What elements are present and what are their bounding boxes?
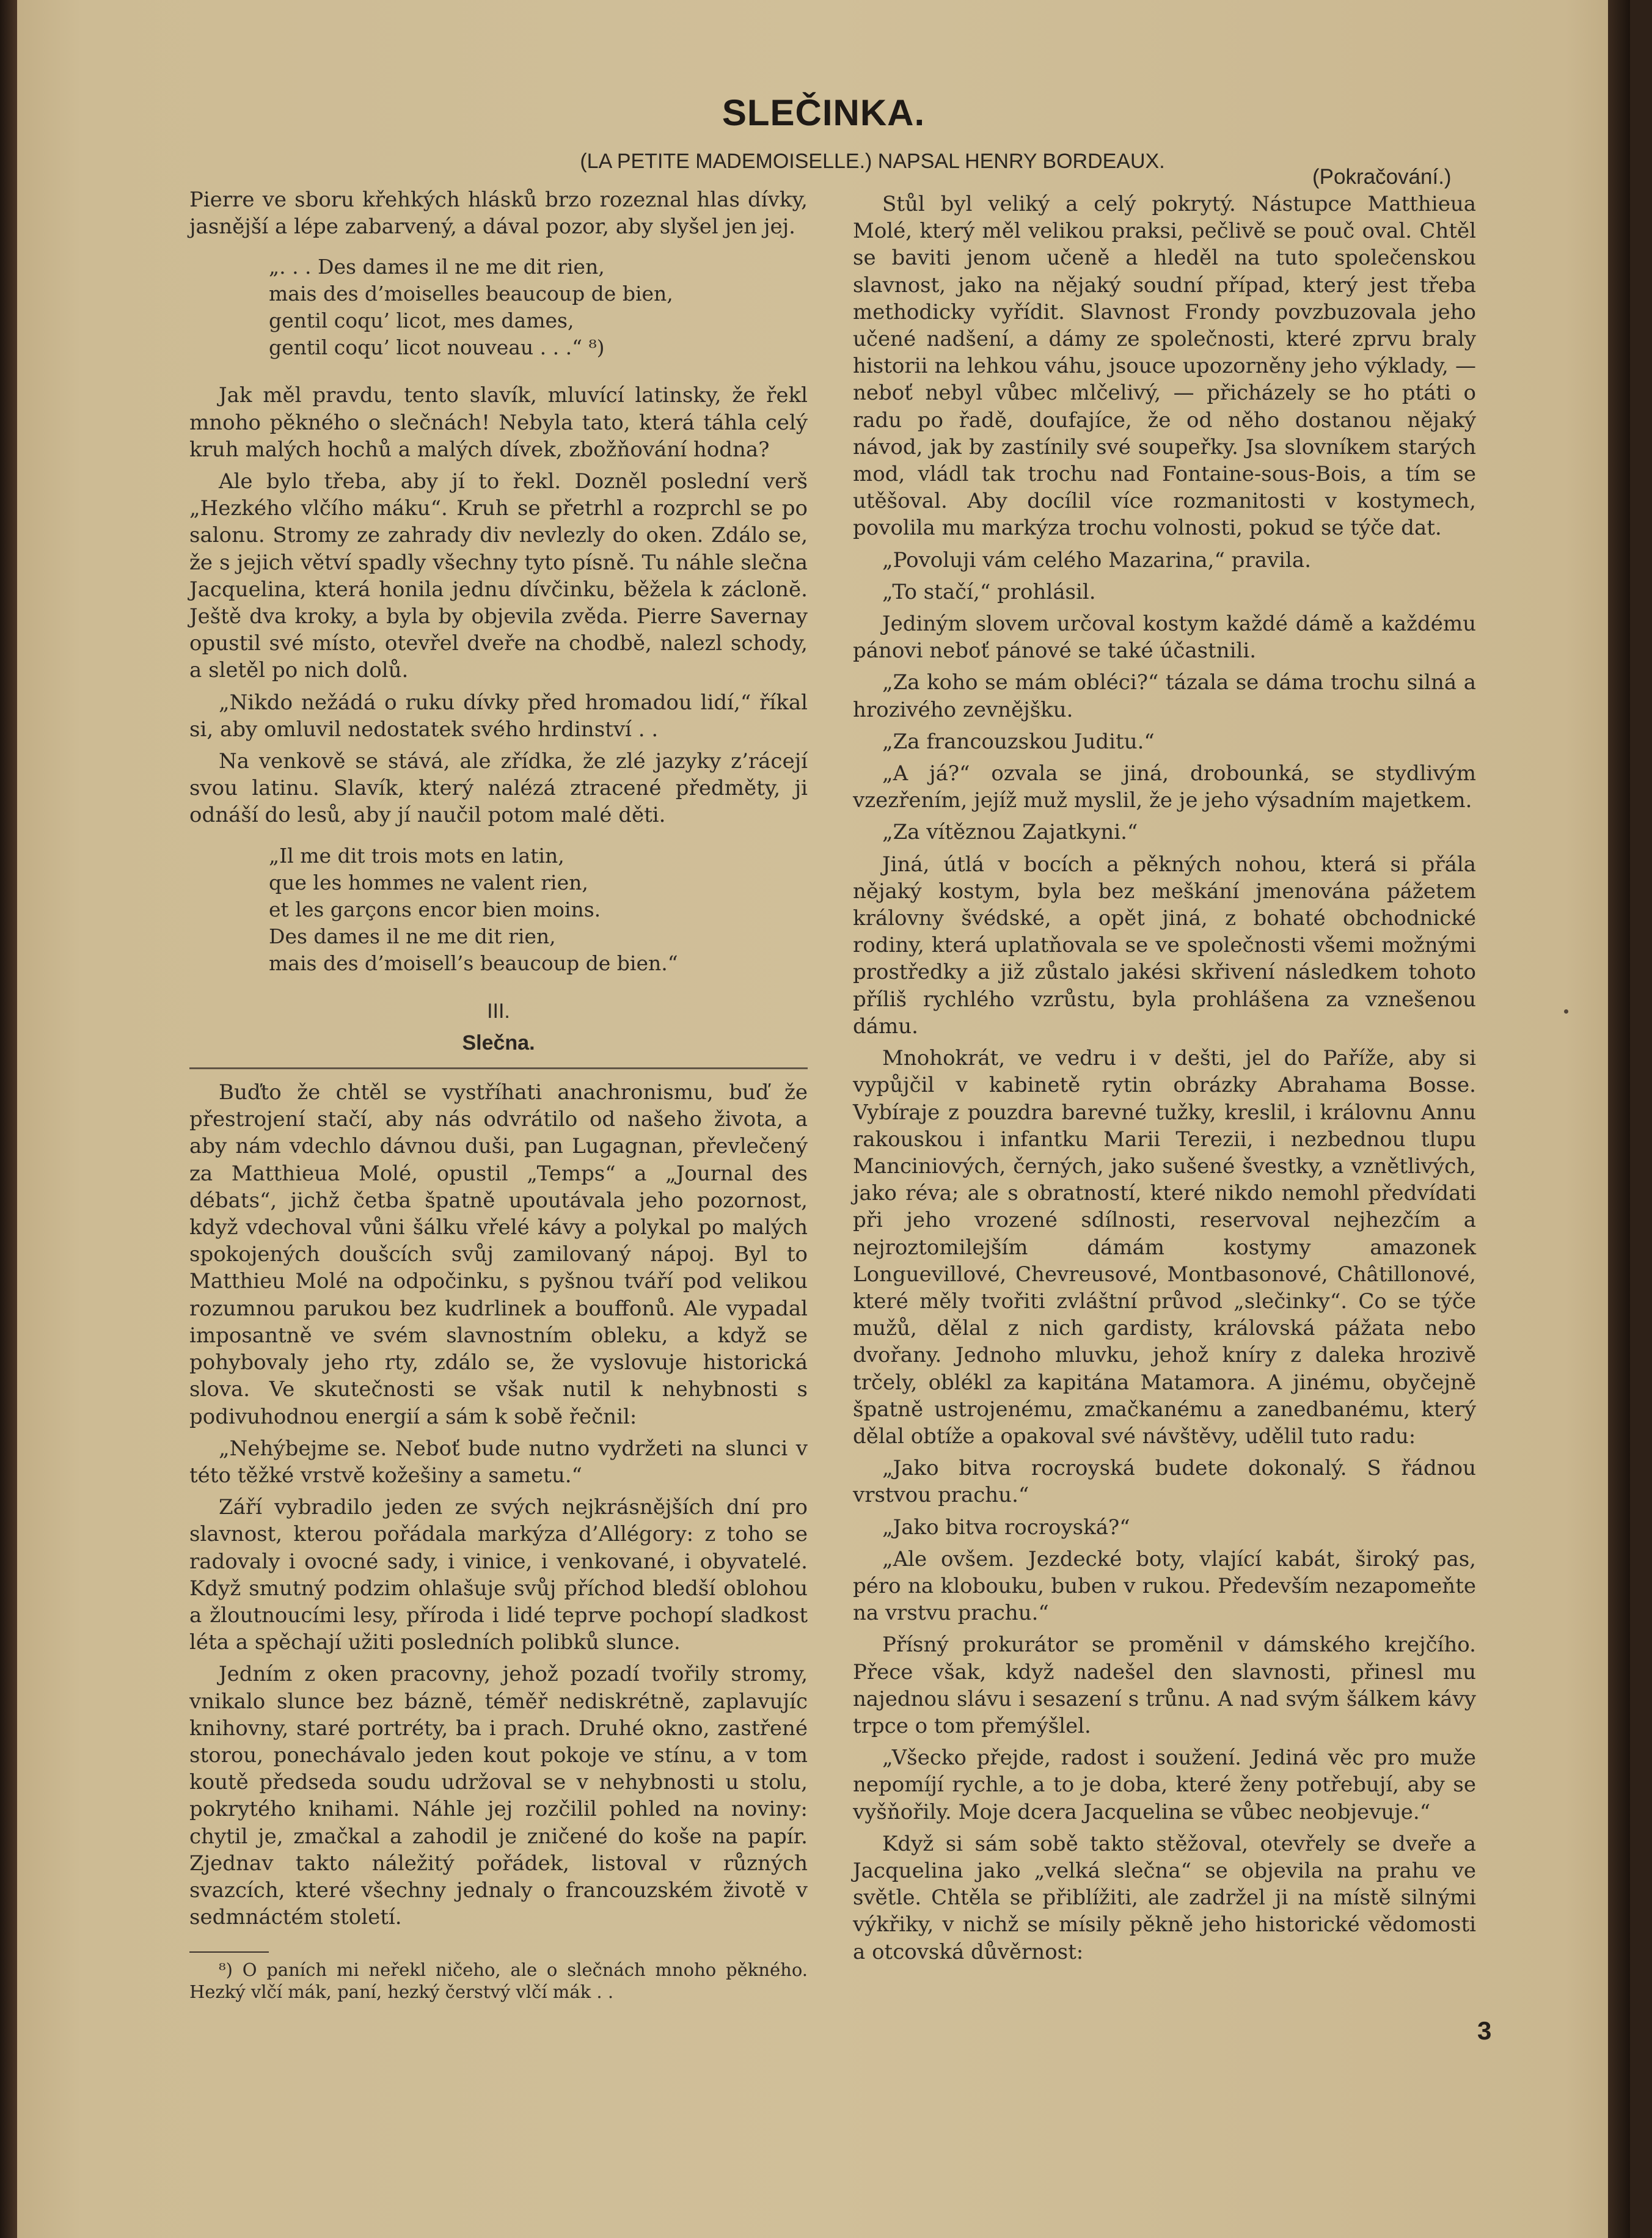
ink-speck xyxy=(1564,1009,1568,1014)
right-column xyxy=(853,191,1476,1970)
footnote: ⁸) O paních mi neřekl ničeho, ale o slečnách mnoho pěkného. Hezký vlčí mák, paní, hezký čerstvý vlčí mák . . xyxy=(189,1959,808,2003)
paragraph: „Za koho se mám obléci?“ tázala se dáma trochu silná a hrozivého zevnějšku. xyxy=(853,670,1476,722)
page xyxy=(17,0,1630,2238)
page-edge-shadow xyxy=(1608,0,1630,2238)
verse-line: et les garçons encor bien moins. xyxy=(269,897,601,921)
article-title: SLEČINKA. xyxy=(722,92,926,133)
verse-line: gentil coqu’ licot, mes dames, xyxy=(269,309,574,333)
footnote-divider xyxy=(189,1951,269,1953)
paragraph: Přísný prokurátor se proměnil v dámského krejčího. Přece však, když nadešel den slavnosti, přinesl mu najednou slávu i sesazení s trůnu. A nad svým šálkem kávy trpce o tom přemýšlel. xyxy=(853,1633,1476,1738)
verse-line: „Il me dit trois mots en latin, xyxy=(269,843,565,868)
paragraph: Ale bylo třeba, aby jí to řekl. Dozněl poslední verš „Hezkého vlčího máku“. Kruh se přetrhl a rozprchl se po salonu. Stromy ze zahrady div nevlezly do oken. Zdálo se, že s jejich větví spadly všechny tyto písně. Tu náhle slečna Jacquelina, která honila jednu dívčinku, běžela k záclonĕ. Ještě dva kroky, a byla by objevila zvěda. Pierre Savernay opustil své místo, otevřel dveře na chodbě, nalezl schody, a sletěl po nich dolů. xyxy=(189,469,808,683)
verse-line: mais des d’moisell’s beaucoup de bien.“ xyxy=(269,951,678,975)
paragraph: Jedním z oken pracovny, jehož pozadí tvořily stromy, vnikalo slunce bez bázně, téměř nediskrétně, zaplavujíc knihovny, staré portréty, ba i prach. Druhé okno, zastřené storou, ponechávalo jeden kout pokoje ve stínu, a v tom koutě předseda soudu udržoval se v nehybnosti u stolu, pokrytého knihami. Náhle jej rozčilil pohled na noviny: chytil je, zmačkal a zahodil je zničené do koše na papír. Zjednav takto náležitý pořádek, listoval v různých svazcích, které všechny jednaly o francouzském životě v sedmnáctém století. xyxy=(189,1662,808,1930)
paragraph: „Za francouzskou Juditu.“ xyxy=(882,729,1155,754)
paragraph: „Za vítěznou Zajatkyni.“ xyxy=(882,820,1138,845)
paragraph: Na venkově se stává, ale zřídka, že zlé jazyky z’rácejí svou latinu. Slavík, který nalézá ztracené předměty, ji odnáší do lesů, aby jí naučil potom malé děti. xyxy=(189,749,808,828)
paragraph: Září vybradilo jeden ze svých nejkrásnějších dní pro slavnost, kterou pořádala markýza d’Allégory: z toho se radovaly i ovocné sady, i vinice, i venkované, i obyvatelé. Když smutný podzim ohlašuje svůj příchod bledší oblohou a žloutnoucími lesy, příroda i lidé teprve pochopí sladkost léta a spěchají užiti posledních polibků slunce. xyxy=(189,1495,808,1655)
article-subtitle: (LA PETITE MADEMOISELLE.) NAPSAL HENRY BORDEAUX. xyxy=(580,150,1165,173)
verse-line: mais des d’moiselles beaucoup de bien, xyxy=(269,282,673,306)
paragraph: „Nikdo nežádá o ruku dívky před hromadou lidí,“ říkal si, aby omluvil nedostatek svého hrdinství . . xyxy=(189,690,808,742)
verse-line: „. . . Des dames il ne me dit rien, xyxy=(269,255,605,279)
paragraph: „To stačí,“ prohlásil. xyxy=(882,579,1096,604)
paragraph: Jak měl pravdu, tento slavík, mluvící latinsky, že řekl mnoho pěkného o slečnách! Nebyla tato, která táhla celý kruh malých hochů a malých dívek, zbožňování hodna? xyxy=(189,383,808,462)
verse-line: que les hommes ne valent rien, xyxy=(269,870,588,894)
section-title: Slečna. xyxy=(462,1031,535,1055)
verse-line: Des dames il ne me dit rien, xyxy=(269,924,556,948)
paragraph: Buďto že chtěl se vystříhati anachronismu, buď že přestrojení stačí, aby nás odvrátilo od našeho života, a aby nám vdechlo dávnou duši, pan Lugagnan, převlečený za Matthieua Molé, opustil „Temps“ a „Journal des débats“, jichž četba špatně upoutávala jeho pozornost, když vdechoval vůni šálku vřelé kávy a polykal po malých spokojených doušcích svůj zamilovaný nápoj. Byl to Matthieu Molé na odpočinku, s pyšnou tváří pod velikou rozumnou parukou bez kudrlinek a bouffonů. Ale vypadal imposantně ve svém slavnostním obleku, a když se pohybovaly jeho rty, zdálo se, že vyslovuje historická slova. Ve skutečnosti se však nutil k nehybnosti s podivuhodnou energií a sám k sobě řečnil: xyxy=(189,1080,808,1429)
paragraph: „Povoluji vám celého Mazarina,“ pravila. xyxy=(882,547,1311,572)
verse-block xyxy=(269,843,808,977)
paragraph: Jediným slovem určoval kostym každé dámě a každému pánovi neboť pánové se také účastnili. xyxy=(853,612,1476,664)
paragraph: Jiná, útlá v bocích a pěkných nohou, která si přála nějaký kostym, byla bez meškání jmenována pážetem královny švédské, a opět jiná, z bohaté obchodnické rodiny, která uplatňovala se ve společnosti všemi možnými prostředky a již zůstalo jakési skřivení následkem tohoto příliš rychlého vzrůstu, byla prohlášena za vznešenou dámu. xyxy=(853,852,1476,1039)
left-column xyxy=(189,186,808,2003)
section-divider xyxy=(189,1067,808,1069)
verse-block xyxy=(269,254,808,361)
continued-note: (Pokračování.) xyxy=(1312,165,1452,189)
page-number: 3 xyxy=(1477,2016,1492,2045)
paragraph: „Jako bitva rocroyská budete dokonalý. S řádnou vrstvou prachu.“ xyxy=(853,1456,1476,1508)
paragraph: Pierre ve sboru křehkých hlásků brzo rozeznal hlas dívky, jasnější a lépe zabarvený, a dával pozor, aby slyšel jen jej. xyxy=(189,188,808,240)
verse-line: gentil coqu’ licot nouveau . . .“ ⁸) xyxy=(269,335,605,360)
section-number: III. xyxy=(487,999,510,1023)
paragraph: Když si sám sobě takto stěžoval, otevřely se dveře a Jacquelina jako „velká slečna“ se objevila na prahu ve světle. Chtěla se přiblížiti, ale zadržel ji na místě silnými výkřiky, v nichž se mísily pěkně jeho historické vědomosti a otcovská důvěrnost: xyxy=(853,1831,1476,1964)
paragraph: „Jako bitva rocroyská?“ xyxy=(882,1515,1130,1540)
book-spine xyxy=(0,0,17,2238)
paragraph: Mnohokrát, ve vedru i v dešti, jel do Paříže, aby si vypůjčil v kabinetě rytin obrázky Abrahama Bosse. Vybíraje z pouzdra barevné tužky, kreslil, i královnu Annu rakouskou i infantku Marii Terezii, i nezbednou tlupu Manciniových, černých, jako sušené švestky, a vznětlivých, jako réva; ale s obratností, které nikdo nemohl předvídati při jeho vrozené sdílnosti, reservoval nejhezčím a nejroztomilejším dámám kostymy amazonek Longuevillové, Chevreusové, Montbasonové, Châtillonové, které měly tvořiti zvláštní průvod „slečinky“. Co se týče mužů, dělal z nich gardisty, královská pážata nebo dvořany. Jednoho mluvku, jehož kníry z daleka hrozivě trčely, oblékl za kapitána Matamora. A jinému, obyčejně špatně ustrojenému, zmačkanému a zanedbanému, který dělal obtíže a opakoval své návštěvy, udělil tuto radu: xyxy=(853,1046,1476,1449)
paragraph: „Nehýbejme se. Neboť bude nutno vydržeti na slunci v této těžké vrstvě kožešiny a sametu.“ xyxy=(189,1436,808,1488)
paragraph: „Všecko přejde, radost i soužení. Jediná věc pro muže nepomíjí rychle, a to je doba, které ženy potřebují, aby se vyšňořily. Moje dcera Jacquelina se vůbec neobjevuje.“ xyxy=(853,1746,1476,1824)
paragraph: „A já?“ ozvala se jiná, drobounká, se stydlivým vzezřením, jejíž muž myslil, že je jeho výsadním majetkem. xyxy=(853,761,1476,813)
paragraph: „Ale ovšem. Jezdecké boty, vlající kabát, široký pas, péro na klobouku, buben v rukou. Především nezapomeňte na vrstvu prachu.“ xyxy=(853,1546,1476,1626)
paragraph: Stůl byl veliký a celý pokrytý. Nástupce Matthieua Molé, který měl velikou praksi, pečlivě se pouč oval. Chtěl se baviti jenom učeně a hleděl na tuto společenskou slavnost, jako na nějaký soudní případ, který jest třeba methodicky vyřídit. Slavnost Frondy povzbuzovala jeho učené nadšení, a dámy ze společnosti, které zprvu braly historii na lehkou váhu, jsouce upozorněny jeho výklady, — neboť nebyl vůbec mlčelivý, — přicházely se ho ptáti o radu po řadě, doufajíce, že od něho dostanou nějaký návod, jak by zastínily své soupeřky. Jsa slovníkem starých mod, vládl tak trochu nad Fontaine-sous-Bois, a tím se utěšoval. Aby docílil více rozmanitosti v kostymech, povolila mu markýza trochu volnosti, pokud se týče dat. xyxy=(853,192,1476,541)
